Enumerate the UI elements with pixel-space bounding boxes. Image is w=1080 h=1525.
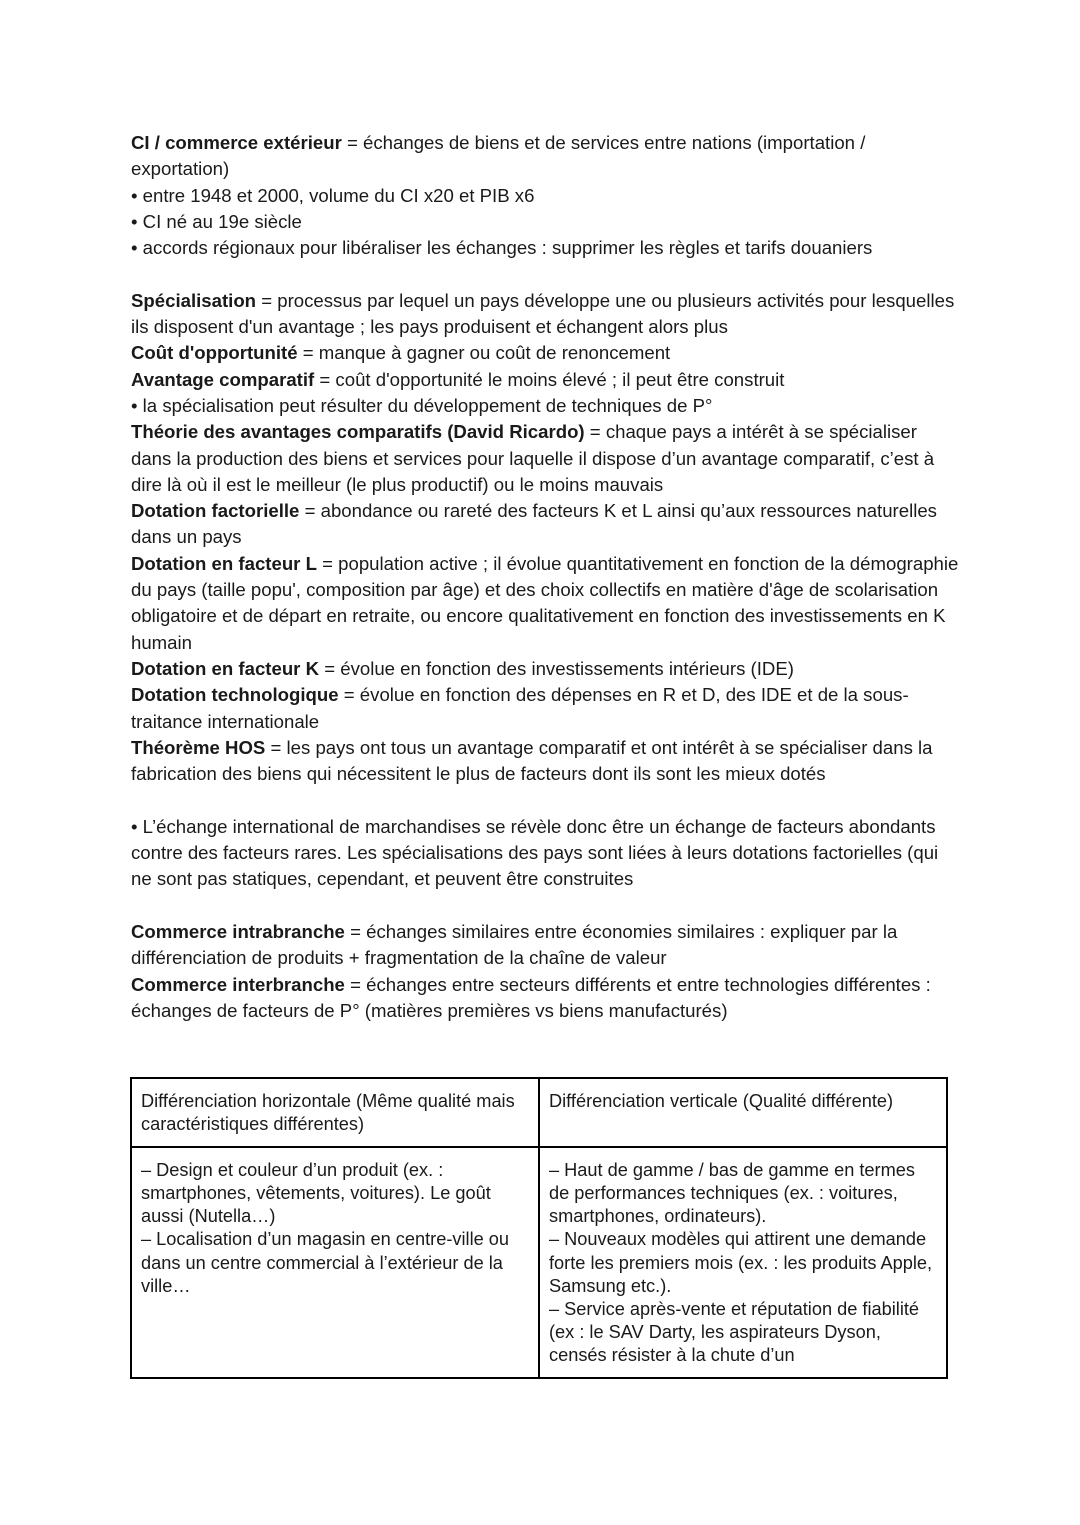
definition-text: = processus par lequel un pays développe une ou plusieurs activités pour lesquelles ils disposent d'un avantage ; les pays produisent et échangent alors plus [131, 289, 955, 338]
bullet-item: • L’échange international de marchandises se révèle donc être un échange de facteurs abondants contre des facteurs rares. Les spécialisations des pays sont liées à leurs dotations factorielles (qui ne sont pas statiques, cependant, et peuvent être construites [131, 815, 939, 890]
comparison-table [130, 1077, 948, 1379]
definition-commerce-interbranche [131, 972, 961, 1025]
term: Coût d'opportunité [131, 342, 298, 364]
term: Spécialisation [131, 289, 257, 311]
bullet-item: • la spécialisation peut résulter du développement de techniques de P° [131, 394, 713, 416]
table-header-row [131, 1078, 947, 1147]
bullet-item: • CI né au 19e siècle [131, 210, 302, 232]
spacer [131, 893, 961, 919]
term: Dotation en facteur L [131, 552, 317, 574]
term: Théorème HOS [131, 736, 266, 758]
definition-ci [131, 130, 961, 183]
definition-dotation-technologique [131, 682, 961, 735]
definition-text: = chaque pays a intérêt à se spécialiser dans la production des biens et services pour laquelle il dispose d’un avantage comparatif, c’est à dire là où il est le meilleur (le plus productif) ou le moins mauvais [131, 421, 935, 495]
definition-text: = échanges entre secteurs différents et entre technologies différentes : échanges de facteurs de P° (matières premières vs biens manufacturés) [131, 973, 931, 1021]
term: Dotation factorielle [131, 500, 300, 522]
header-vertical: Différenciation verticale (Qualité différente) [539, 1078, 947, 1147]
spacer [131, 261, 961, 287]
bullet-item: • entre 1948 et 2000, volume du CI x20 et PIB x6 [131, 184, 535, 206]
term: Dotation technologique [131, 684, 339, 706]
definition-text: = évolue en fonction des dépenses en R et D, des IDE et de la sous-traitance internationale [131, 684, 909, 732]
definition-text: = échanges similaires entre économies similaires : expliquer par la différenciation de produits + fragmentation de la chaîne de valeur [131, 920, 898, 969]
definition-theorie-ricardo [131, 419, 961, 498]
definition-theoreme-hos [131, 735, 961, 788]
term: CI / commerce extérieur [131, 132, 342, 153]
term: Dotation en facteur K [131, 657, 320, 679]
definition-text: = coût d'opportunité le moins élevé ; il peut être construit [314, 368, 785, 390]
term: Commerce interbranche [131, 973, 345, 995]
cell-vertical [539, 1147, 947, 1378]
definition-dotation-l [131, 551, 961, 656]
header-horizontal: Différenciation horizontale (Même qualité mais caractéristiques différentes) [131, 1078, 539, 1147]
cell-line: – Localisation d’un magasin en centre-ville ou dans un centre commercial à l’extérieur de la ville… [141, 1229, 510, 1296]
definition-text: = population active ; il évolue quantitativement en fonction de la démographie du pays (taille popu', composition par âge) et des choix collectifs en matière d'âge de scolarisation obligatoire et de départ en retraite, ou encore qualitativement en fonction des investissements en K humain [131, 552, 959, 653]
notes-body [131, 130, 961, 1024]
cell-line: – Nouveaux modèles qui attirent une demande forte les premiers mois (ex. : les produits Apple, Samsung etc.). [549, 1229, 933, 1296]
definition-text: = échanges de biens et de services entre nations (importation / exportation) [131, 132, 866, 180]
term: Théorie des avantages comparatifs (David Ricardo) [131, 421, 585, 443]
bullet-item: • accords régionaux pour libéraliser les échanges : supprimer les règles et tarifs douaniers [131, 237, 873, 259]
definition-cout-opportunite [131, 340, 961, 366]
cell-horizontal [131, 1147, 539, 1378]
table-row [131, 1147, 947, 1378]
cell-line: – Design et couleur d’un produit (ex. : smartphones, vêtements, voitures). Le goût aussi (Nutella…) [141, 1160, 491, 1227]
definition-dotation-factorielle [131, 498, 961, 551]
definition-commerce-intrabranche [131, 919, 961, 972]
term: Commerce intrabranche [131, 920, 345, 942]
definition-text: = évolue en fonction des investissements intérieurs (IDE) [319, 657, 794, 679]
definition-text: = les pays ont tous un avantage comparatif et ont intérêt à se spécialiser dans la fabrication des biens qui nécessitent le plus de facteurs dont ils sont les mieux dotés [131, 736, 933, 785]
definition-avantage-comparatif [131, 367, 961, 393]
differentiation-table [130, 1077, 948, 1379]
cell-line: – Service après-vente et réputation de fiabilité (ex : le SAV Darty, les aspirateurs Dyson, censés résister à la chute d’un [549, 1298, 920, 1365]
term: Avantage comparatif [131, 368, 315, 390]
spacer [131, 787, 961, 813]
definition-specialisation [131, 288, 961, 341]
definition-dotation-k [131, 656, 961, 682]
definition-text: = manque à gagner ou coût de renoncement [297, 342, 671, 364]
definition-text: = abondance ou rareté des facteurs K et L ainsi qu’aux ressources naturelles dans un pays [131, 500, 937, 548]
cell-line: – Haut de gamme / bas de gamme en termes de performances techniques (ex. : voitures, smartphones, ordinateurs). [549, 1160, 915, 1227]
